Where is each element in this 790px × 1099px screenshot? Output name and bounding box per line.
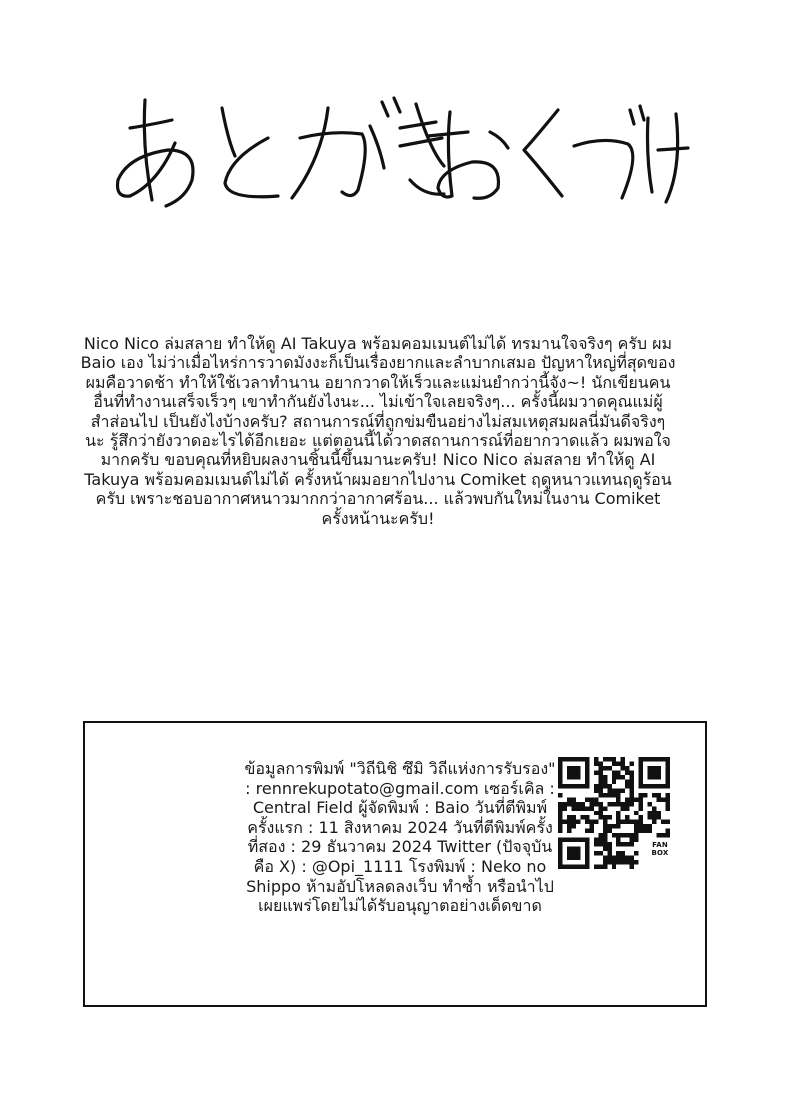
afterword-text: Nico Nico ล่มสลาย ทำให้ดู AI Takuya พร้อมคอมเมนต์ไม่ได้ ทรมานใจจริงๆ ครับ ผม Baio เอง ไม่ว่าเมื่อไหร่การวาดมังงะก็เป็นเรื่องยากและลำบากเสมอ ปัญหาใหญ่ที่สุดของผมคือวาดช้า ทำให้ใช้เวลาทำนาน อยากวาดให้เร็วและแม่นยำกว่านี้จัง~! นักเขียนคนอื่นที่ทำงานเสร็จเร็วๆ เขาทำกันยังไงนะ... ไม่เข้าใจเลยจริงๆ... ครั้งนี้ผมวาดคุณแม่ผู้สำส่อนไป เป็นยังไงบ้างครับ? สถานการณ์ที่ถูกข่มขืนอย่างไม่สมเหตุสมผลนี่มันดีจริงๆ นะ รู้สึกว่ายังวาดอะไรได้อีกเยอะ แต่ตอนนี้ได้วาดสถานการณ์ที่อยากวาดแล้ว ผมพอใจมากครับ ขอบคุณที่หยิบผลงานชิ้นนี้ขึ้นมานะครับ! Nico Nico ล่มสลาย ทำให้ดู AI Takuya พร้อมคอมเมนต์ไม่ได้ ครั้งหน้าผมอยากไปงาน Comiket ฤดูหนาวแทนฤดูร้อนครับ เพราะชอบอากาศหนาวมากกว่าอากาศร้อน... แล้วพบกันใหม่ในงาน Comiket ครั้งหน้านะครับ!	[80, 334, 676, 528]
colophon-text: ข้อมูลการพิมพ์ "วิถีนิชิ ซึมิ วิถีแห่งการรับรอง" : rennrekupotato@gmail.com เซอร์เคิล : Central Field ผู้จัดพิมพ์ : Baio วันที่ตีพิมพ์ครั้งแรก : 11 สิงหาคม 2024 วันที่ตีพิมพ์ครั้งที่สอง : 29 ธันวาคม 2024 Twitter (ปัจจุบันคือ X) : @Opi_1111 โรงพิมพ์ : Neko no Shippo ห้ามอัปโหลดลงเว็บ ทำซ้ำ หรือนำไปเผยแพร่โดยไม่ได้รับอนุญาตอย่างเด็ดขาด	[244, 759, 556, 916]
fanbox-logo: FAN BOX	[651, 841, 669, 857]
colophon-box	[83, 721, 707, 1007]
handwritten-title	[100, 88, 690, 228]
